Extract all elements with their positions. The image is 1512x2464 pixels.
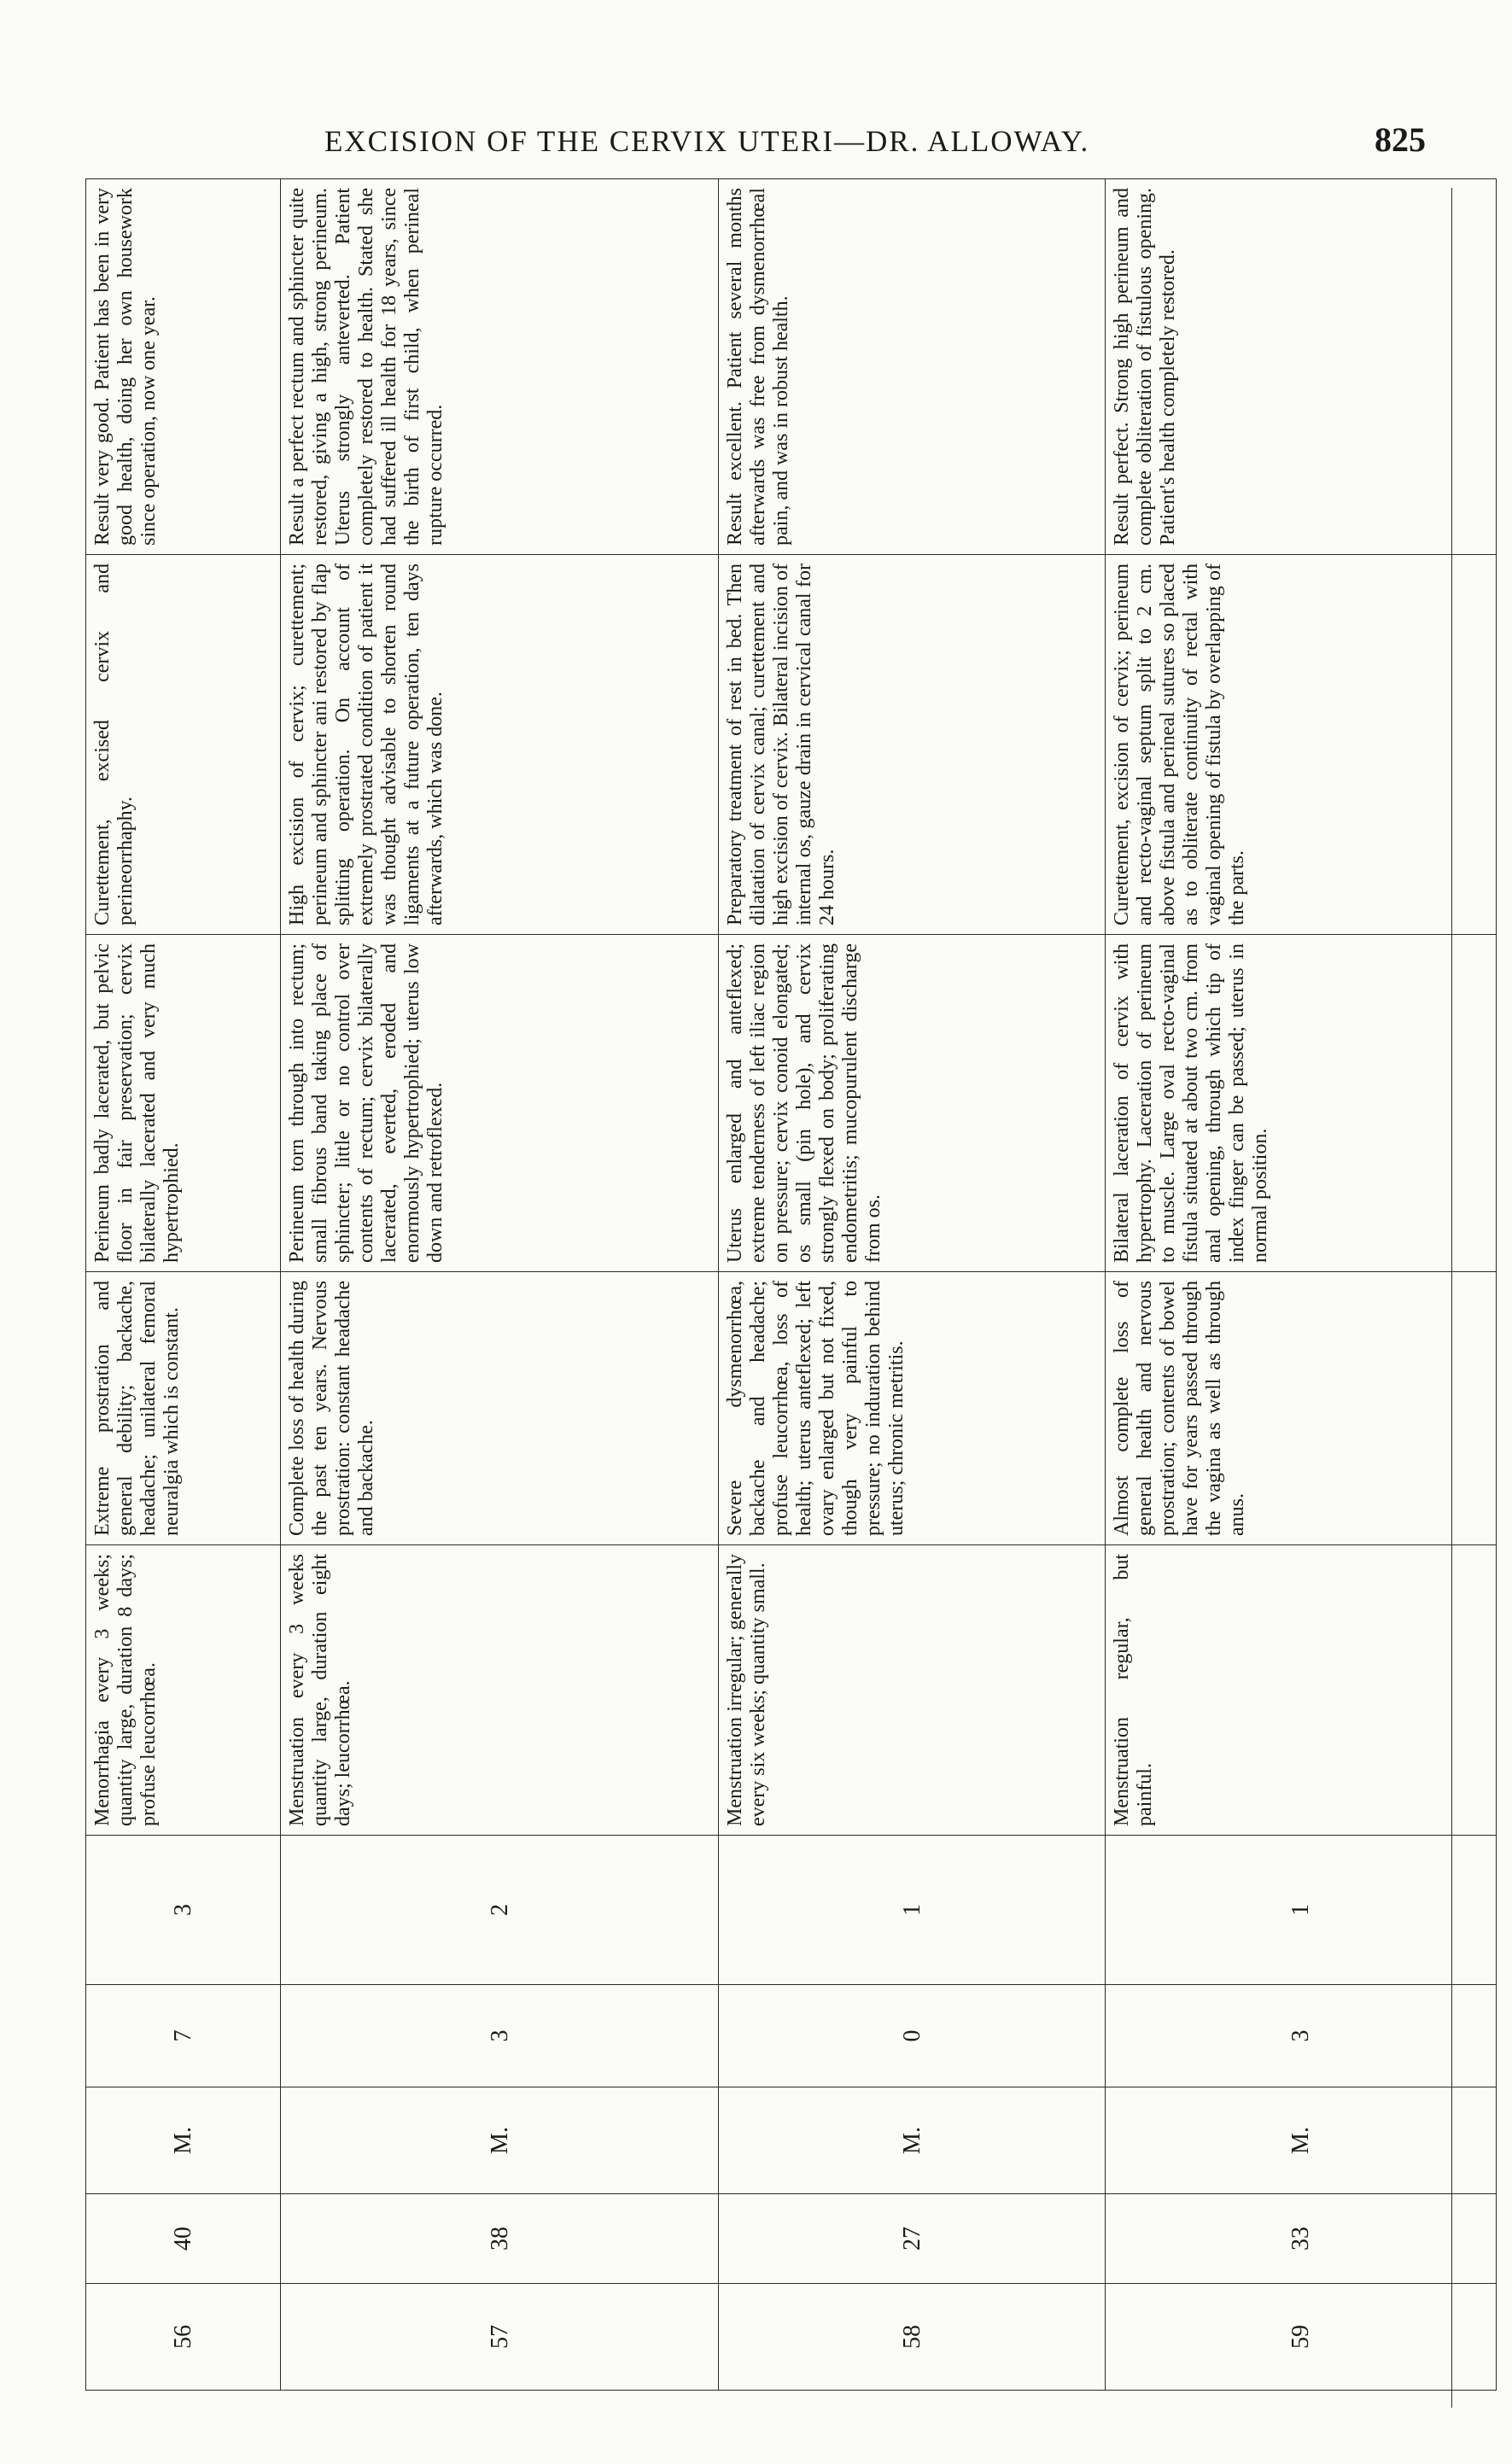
result-cell: Result excellent. Patient several months afterwards was free from dysmenorrhœal pain, and was in robust health. xyxy=(719,179,1106,555)
children-count: 7 xyxy=(86,1985,281,2087)
result-cell: Result a perfect rectum and sphincter quite restored, giving a high, strong perineum. Uterus strongly anteverted. Patient completely restored to health. Stated she had suffered ill health for 18 years, since the birth of first child, when perineal rupture occurred. xyxy=(281,179,719,555)
result-cell: Result very good. Patient has been in very good health, doing her own housework since operation, now one year. xyxy=(86,179,281,555)
patient-age: 38 xyxy=(281,2194,719,2284)
children-count: 3 xyxy=(281,1985,719,2087)
condition-cell: Perineum badly lacerated, but pelvic floor in fair preservation; cervix bilaterally lacerated and very much hypertrophied. xyxy=(86,935,281,1272)
abortions-count: 1 xyxy=(1106,1836,1497,1985)
marital-status: M. xyxy=(86,2087,281,2194)
menstruation-cell: Menstruation regular, but painful. xyxy=(1106,1545,1497,1836)
menstruation-cell: Menstruation every 3 weeks quantity large, duration eight days; leucorrhœa. xyxy=(281,1545,719,1836)
patient-age: 27 xyxy=(719,2194,1106,2284)
patient-age: 33 xyxy=(1106,2194,1497,2284)
menstruation-cell: Menorrhagia every 3 weeks; quantity large, duration 8 days; profuse leucorrhœa. xyxy=(86,1545,281,1836)
operation-cell: Curettement, excision of cervix; perineum and recto-vaginal septum split to 2 cm. above fistula and perineal sutures so placed as to obliterate continuity of rectal with vaginal opening of fistula by overlapping of the parts. xyxy=(1106,555,1497,935)
page-header xyxy=(324,120,1426,171)
abortions-count: 1 xyxy=(719,1836,1106,1985)
marital-status: M. xyxy=(281,2087,719,2194)
running-title: EXCISION OF THE CERVIX UTERI—DR. ALLOWAY. xyxy=(324,125,1090,158)
abortions-count: 3 xyxy=(86,1836,281,1985)
case-number: 57 xyxy=(281,2284,719,2391)
operation-cell: Preparatory treatment of rest in bed. Then dilatation of cervix canal; curettement and high excision of cervix. Bilateral incision of internal os, gauze drain in cervical canal for 24 hours. xyxy=(719,555,1106,935)
marital-status: M. xyxy=(1106,2087,1497,2194)
condition-cell: Perineum torn through into rectum; small fibrous band taking place of sphincter; little or no control over contents of rectum; cervix bilaterally lacerated, everted, eroded and enormously hypertrophied; uterus low down and retroflexed. xyxy=(281,935,719,1272)
symptoms-cell: Almost complete loss of general health and nervous prostration; contents of bowel have for years passed through the vagina as well as through anus. xyxy=(1106,1272,1497,1545)
case-number: 58 xyxy=(719,2284,1106,2391)
marital-status: M. xyxy=(719,2087,1106,2194)
menstruation-cell: Menstruation irregular; generally every six weeks; quantity small. xyxy=(719,1545,1106,1836)
symptoms-cell: Extreme prostration and general debility; backache, headache; unilateral femoral neuralgia which is constant. xyxy=(86,1272,281,1545)
symptoms-cell: Complete loss of health during the past ten years. Nervous prostration: constant headache and backache. xyxy=(281,1272,719,1545)
patient-age: 40 xyxy=(86,2194,281,2284)
table-row xyxy=(1106,179,1497,2391)
table-row xyxy=(281,179,719,2391)
result-cell: Result perfect. Strong high perineum and complete obliteration of fistulous opening. Patient's health completely restored. xyxy=(1106,179,1497,555)
rotated-table-container xyxy=(85,179,1451,2391)
case-table xyxy=(85,178,1497,2391)
case-number: 56 xyxy=(86,2284,281,2391)
case-number: 59 xyxy=(1106,2284,1497,2391)
page-number: 825 xyxy=(1375,120,1426,159)
condition-cell: Uterus enlarged and anteflexed; extreme tenderness of left iliac region on pressure; cervix conoid elongated; os small (pin hole), and cervix strongly flexed on body; proliferating endometritis; mucopurulent discharge from os. xyxy=(719,935,1106,1272)
table-row xyxy=(719,179,1106,2391)
children-count: 0 xyxy=(719,1985,1106,2087)
table-row xyxy=(86,179,281,2391)
symptoms-cell: Severe dysmenorrhœa, backache and headache; profuse leucorrhœa, loss of health; uterus anteflexed; left ovary enlarged but not fixed, though very painful to pressure; no induration behind uterus; chronic metritis. xyxy=(719,1272,1106,1545)
operation-cell: High excision of cervix; curettement; perineum and sphincter ani restored by flap splitting operation. On account of extremely prostrated condition of patient it was thought advisable to shorten round ligaments at a future operation, ten days afterwards, which was done. xyxy=(281,555,719,935)
abortions-count: 2 xyxy=(281,1836,719,1985)
children-count: 3 xyxy=(1106,1985,1497,2087)
operation-cell: Curettement, excised cervix and perineorrhaphy. xyxy=(86,555,281,935)
condition-cell: Bilateral laceration of cervix with hypertrophy. Laceration of perineum to muscle. Large oval recto-vaginal fistula situated at about two cm. from anal opening, through which tip of index finger can be passed; uterus in normal position. xyxy=(1106,935,1497,1272)
